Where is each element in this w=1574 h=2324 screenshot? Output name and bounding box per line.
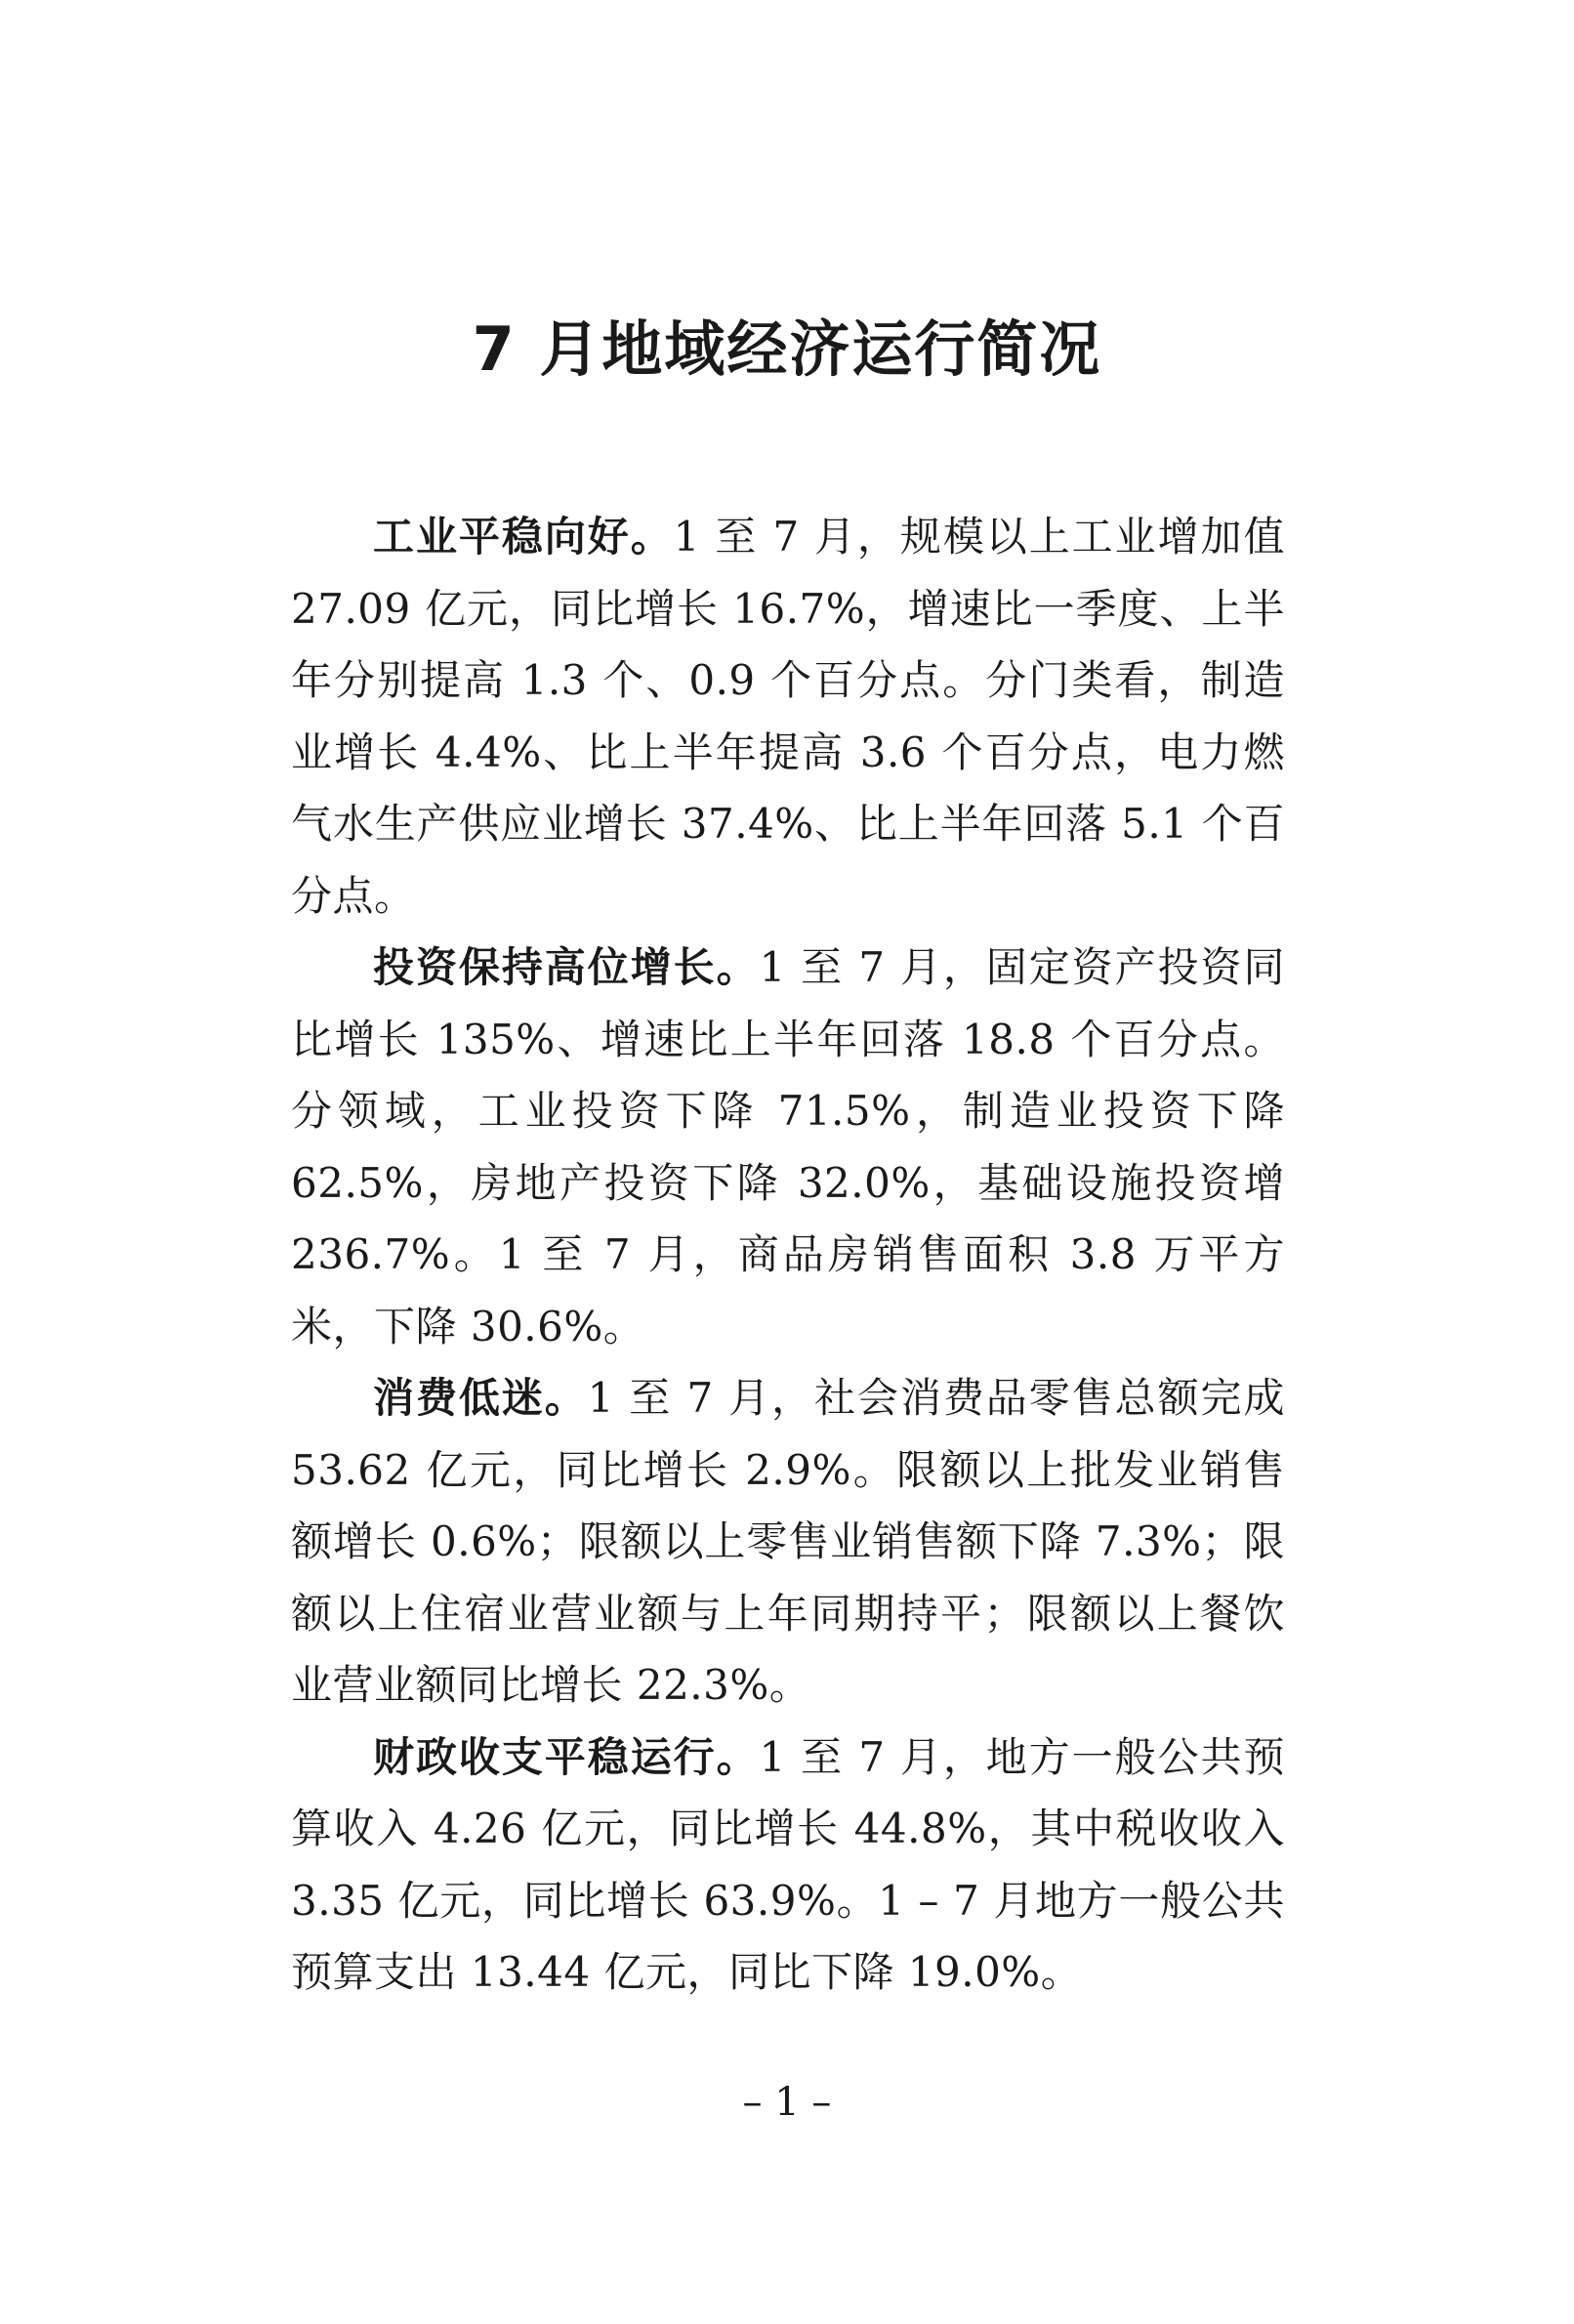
paragraph-investment-text: 1 至 7 月，固定资产投资同比增长 135%、增速比上半年回落 18.8 个百分点。分领域，工业投资下降 71.5%，制造业投资下降 62.5%，房地产投资下降 32.0%，基础设施投资增 236.7%。1 至 7 月，商品房销售面积 3.8 万平方米，下降 30.6%。	[291, 943, 1285, 1350]
paragraph-consumption-heading: 消费低迷。	[373, 1374, 588, 1422]
document-body	[291, 501, 1285, 2009]
document-title: 7 月地域经济运行简况	[472, 313, 1102, 385]
paragraph-industry-heading: 工业平稳向好。	[373, 513, 674, 560]
paragraph-finance-text: 1 至 7 月，地方一般公共预算收入 4.26 亿元，同比增长 44.8%，其中税收收入 3.35 亿元，同比增长 63.9%。1 – 7 月地方一般公共预算支出 13.44 亿元，同比下降 19.0%。	[291, 1732, 1285, 1996]
paragraph-investment	[291, 932, 1285, 1362]
page-number: – 1 –	[742, 2080, 832, 2125]
paragraph-consumption-text: 1 至 7 月，社会消费品零售总额完成 53.62 亿元，同比增长 2.9%。限额以上批发业销售额增长 0.6%；限额以上零售业销售额下降 7.3%；限额以上住宿业营业额与上年同期持平；限额以上餐饮业营业额同比增长 22.3%。	[291, 1374, 1285, 1709]
paragraph-consumption	[291, 1362, 1285, 1722]
paragraph-finance-heading: 财政收支平稳运行。	[373, 1732, 760, 1781]
paragraph-industry	[291, 501, 1285, 932]
paragraph-investment-heading: 投资保持高位增长。	[373, 943, 760, 991]
paragraph-industry-text: 1 至 7 月，规模以上工业增加值 27.09 亿元，同比增长 16.7%，增速比一季度、上半年分别提高 1.3 个、0.9 个百分点。分门类看，制造业增长 4.4%、比上半年提高 3.6 个百分点，电力燃气水生产供应业增长 37.4%、比上半年回落 5.1 个百分点。	[291, 513, 1285, 920]
paragraph-finance	[291, 1722, 1285, 2009]
